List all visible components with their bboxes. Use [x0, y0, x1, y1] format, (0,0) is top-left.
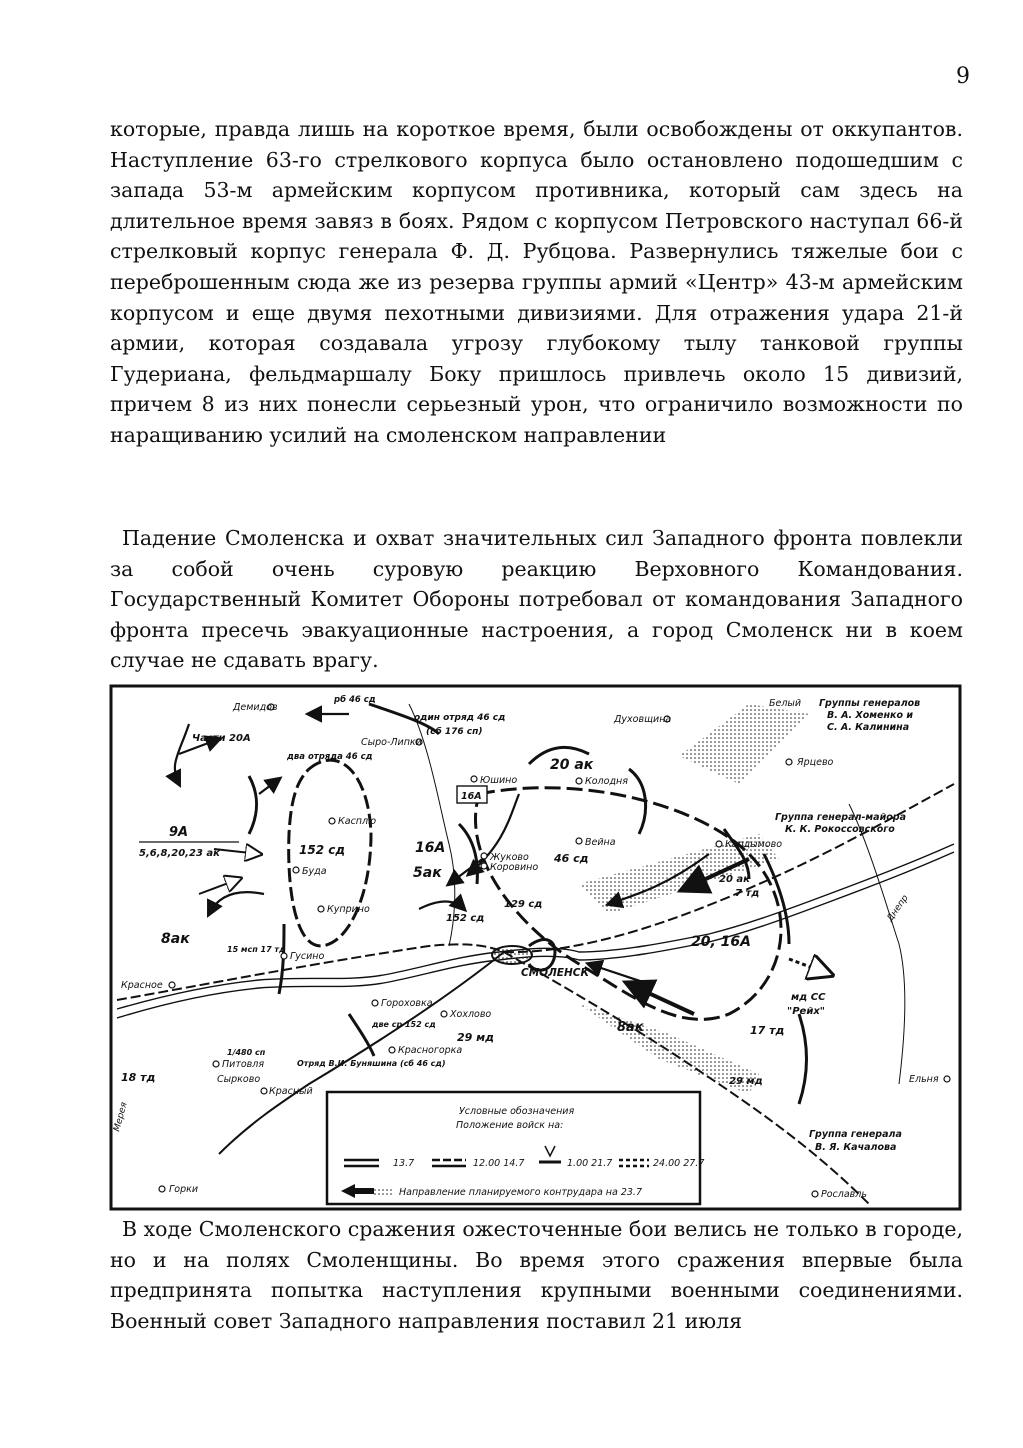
unit-odin-otryad: один отряд 46 сд	[414, 713, 506, 723]
river-merya: Мерея	[112, 1101, 130, 1133]
place-kuprino: Куприно	[327, 904, 370, 915]
paragraph-2: Падение Смоленска и охват значительных сил Западного фронта повлекли за собой очень суровую реакцию Верховного Командования. Государственный Комитет Обороны потребовал от командования Западного фронта пресечь эвакуационные настроения, а город Смоленск ни в коем случае не сдавать врагу.	[110, 526, 963, 673]
group-rokossovsky-1: Группа генерал-майора	[775, 812, 906, 823]
legend-item-2: 12.00 14.7	[473, 1158, 525, 1169]
unit-46sd: 46 сд	[554, 852, 589, 865]
place-veina: Вейна	[585, 837, 616, 848]
paragraph-1: которые, правда лишь на короткое время, были освобождены от оккупантов. Наступление 63-го стрелкового корпуса было остановлено подошедшим с запада 53-м армейским корпусом противника, который сам здесь на длительное время завяз в боях. Рядом с корпусом Петровского наступал 66-й стрелковый корпус генерала Ф. Д. Рубцова. Развернулись тяжелые бои с переброшенным сюда же из резерва группы армий «Центр» 43-м армейским корпусом и еще двумя пехотными дивизиями. Для отражения удара 21-й армии, которая создавала угрозу глубокому тылу танковой группы Гудериана, фельдмаршалу Боку пришлось привлечь около 15 дивизий, причем 8 из них понесли серьезный урон, что ограничило возможности по наращиванию усилий на смоленском направлении	[110, 117, 963, 447]
group-khomenko-2: В. А. Хоменко и	[827, 710, 913, 721]
unit-152sd-small: 152 сд	[446, 913, 485, 924]
unit-ssr152: две ср 152 сд	[372, 1020, 436, 1029]
place-bely: Белый	[769, 698, 802, 709]
place-kardymovo: Кардымово	[725, 839, 783, 850]
group-khomenko-3: С. А. Калинина	[827, 722, 910, 733]
page-number: 9	[956, 64, 970, 89]
unit-16a: 16А	[415, 840, 446, 856]
place-zhukovo: Жуково	[490, 852, 529, 863]
unit-17td: 17 тд	[750, 1024, 785, 1037]
unit-8ak-south: 8ак	[617, 1020, 644, 1035]
place-demidov: Демидов	[233, 702, 278, 713]
place-koravino: Коровино	[490, 862, 539, 873]
unit-20ak-east: 20 ак	[719, 874, 750, 885]
unit-8ak: 8ак	[161, 931, 190, 947]
place-krasny: Красный	[269, 1086, 313, 1097]
place-elnya: Ельня	[909, 1074, 939, 1085]
unit-152sd: 152 сд	[299, 843, 346, 857]
map-legend	[327, 1092, 704, 1204]
place-kolodnya: Колодня	[585, 776, 628, 787]
group-kachalov-1: Группа генерала	[809, 1129, 902, 1140]
place-gorokhovka: Гороховка	[381, 998, 433, 1009]
place-krasnogorka: Красногорка	[398, 1045, 463, 1056]
place-dukhovshchina: Духовщина	[614, 714, 672, 725]
unit-parts-20a: Части 20А	[192, 733, 251, 744]
unit-1-480sp: 1/480 сп	[227, 1048, 266, 1057]
unit-7td: 7 тд	[735, 888, 760, 899]
river-dnepr: Днепр	[885, 893, 911, 924]
place-krasnoe: Красное	[121, 980, 163, 991]
unit-otryad-bunyashina: Отряд В.И. Буняшина (сб 46 сд)	[297, 1059, 446, 1068]
unit-5ak: 5ак	[413, 865, 442, 881]
unit-16a-tag: 16А	[461, 791, 482, 802]
unit-29md-east: 29 мд	[729, 1076, 763, 1087]
place-kasplya: Касплю	[338, 816, 377, 827]
place-roslavl: Рославль	[821, 1189, 867, 1200]
smolensk-battle-map	[109, 684, 962, 1211]
unit-reich: "Рейх"	[787, 1006, 825, 1017]
unit-20-16a: 20, 16А	[691, 934, 751, 950]
place-buda: Буда	[302, 866, 327, 877]
unit-rb46: рб 46 сд	[334, 695, 376, 705]
unit-29md: 29 мд	[457, 1031, 495, 1044]
place-syrkovo: Сырково	[217, 1074, 261, 1085]
unit-9a-corps: 5,6,8,20,23 ак	[139, 848, 220, 859]
unit-dva-otryada: два отряда 46 сд	[287, 752, 373, 762]
unit-sb176: (сб 176 сп)	[426, 727, 483, 737]
legend-item-3: 1.00 21.7	[567, 1158, 613, 1169]
place-gorki: Горки	[169, 1184, 199, 1195]
group-rokossovsky-2: К. К. Рокоссовского	[785, 824, 895, 835]
legend-title: Условные обозначения	[459, 1106, 575, 1117]
map-svg	[109, 684, 962, 1211]
legend-counterstrike: Направление планируемого контрудара на 23.7	[399, 1187, 642, 1198]
unit-129sd: 129 сд	[504, 899, 543, 910]
unit-9a: 9А	[169, 825, 189, 840]
legend-item-4: 24.00 27.7	[653, 1158, 705, 1169]
unit-18td: 18 тд	[121, 1071, 156, 1084]
place-smolensk: СМОЛЕНСК	[521, 967, 590, 979]
place-khokhlovo: Хохлово	[450, 1009, 492, 1020]
paragraph-3: В ходе Смоленского сражения ожесточенные бои велись не только в городе, но и на полях Смоленщины. Во время этого сражения впервые была предпринята попытка наступления крупными военными соединениями. Военный совет Западного направления поставил 21 июля	[110, 1217, 963, 1333]
group-khomenko-1: Группы генералов	[819, 698, 921, 709]
unit-20ak: 20 ак	[550, 757, 594, 773]
legend-subtitle: Положение войск на:	[456, 1120, 564, 1131]
unit-15msp: 15 мсп 17 тд	[227, 945, 286, 954]
place-gusino: Гусино	[290, 951, 325, 962]
unit-md-ss: мд СС	[791, 992, 826, 1003]
legend-item-1: 13.7	[393, 1158, 415, 1169]
group-kachalov-2: В. Я. Качалова	[815, 1142, 897, 1153]
place-yartsevo: Ярцево	[797, 757, 834, 768]
place-pitovlya: Питовля	[222, 1059, 265, 1070]
place-syro-lipki: Сыро-Липки	[361, 737, 422, 748]
place-yushino: Юшино	[480, 775, 518, 786]
